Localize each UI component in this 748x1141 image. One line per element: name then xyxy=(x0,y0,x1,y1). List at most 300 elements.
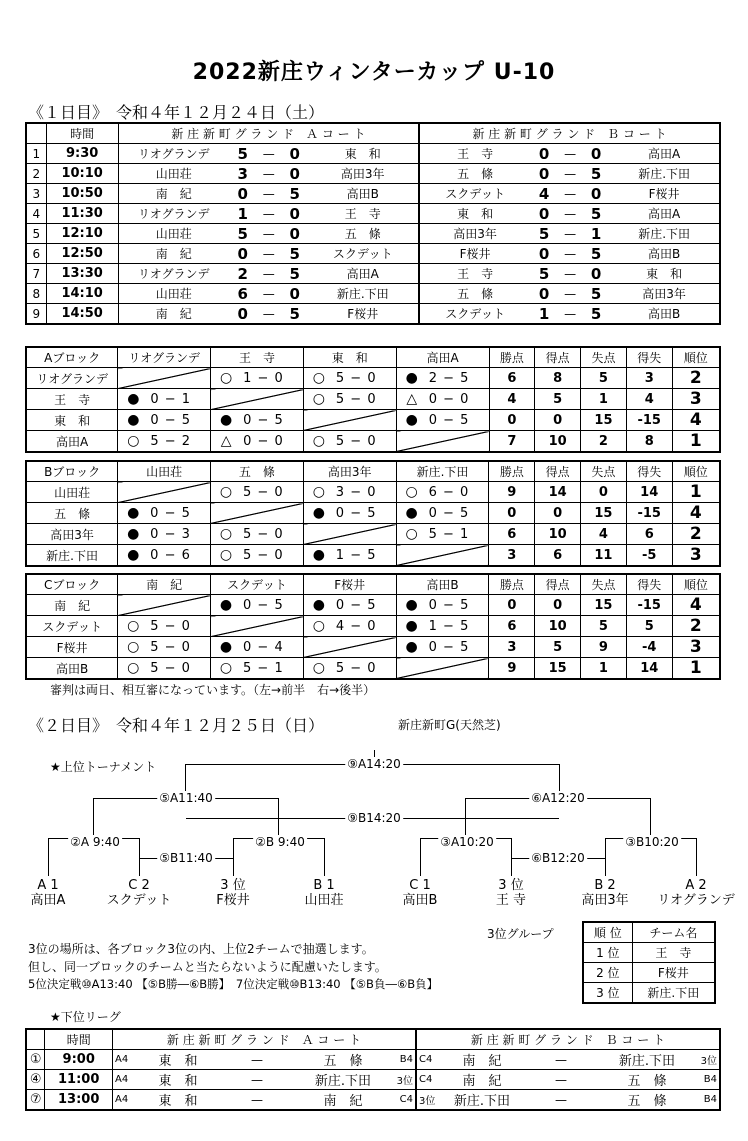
result-score: 6 − 0 xyxy=(428,485,470,500)
bracket-seed xyxy=(269,878,379,908)
stat-goals-for: 10 xyxy=(535,431,581,453)
block-col-team: スクデット xyxy=(211,574,304,595)
home-team: 五 條 xyxy=(457,167,494,181)
home-score: 5 xyxy=(538,264,550,283)
seed-team: スクデット xyxy=(106,893,172,908)
home-team: 高田3年 xyxy=(453,227,497,241)
result-score: 5 − 0 xyxy=(150,661,191,676)
away-team: 高田B xyxy=(346,187,379,201)
lower-match-time: 9:00 xyxy=(45,1050,113,1070)
stat-goals-against: 0 xyxy=(581,482,627,503)
block-row-team: 高田B xyxy=(26,658,118,680)
self-cell xyxy=(303,524,396,545)
court-a-header: 新 庄 新 町 グ ラ ン ド Ａ コ ー ト xyxy=(118,123,419,144)
result-mark: ○ xyxy=(219,526,233,542)
away-seed: B4 xyxy=(399,1054,413,1065)
away-team: 高田B xyxy=(647,307,681,321)
block-row xyxy=(26,410,720,431)
score-dash: — xyxy=(564,286,577,301)
day1-schedule-table xyxy=(25,122,721,325)
block-col-team: F桜井 xyxy=(303,574,396,595)
home-team: スクデット xyxy=(445,307,505,321)
home-team: 東 和 xyxy=(158,1094,198,1109)
lower-row xyxy=(26,1050,720,1070)
stat-header: 順位 xyxy=(672,574,720,595)
home-team: 山田荘 xyxy=(155,287,192,301)
stat-points: 0 xyxy=(489,410,535,431)
score-dash: — xyxy=(564,306,577,321)
stat-goals-for: 15 xyxy=(535,658,581,680)
result-mark: ○ xyxy=(405,526,418,542)
result-cell xyxy=(396,410,489,431)
result-score: 4 − 0 xyxy=(335,619,377,634)
result-cell xyxy=(303,545,396,567)
third-group-table xyxy=(582,921,716,1004)
col-no xyxy=(26,123,46,144)
away-score: 5 xyxy=(590,284,602,303)
stat-rank: 1 xyxy=(672,482,720,503)
seed-team: 山田荘 xyxy=(304,893,344,908)
match-time: 10:50 xyxy=(46,184,118,204)
result-mark: ● xyxy=(312,597,325,613)
result-score: 1 − 5 xyxy=(335,548,377,563)
home-team: リオグランデ xyxy=(137,147,210,161)
schedule-row xyxy=(26,284,720,304)
home-score: 0 xyxy=(538,204,550,223)
away-score: 0 xyxy=(289,144,300,163)
home-team: 王 寺 xyxy=(457,267,494,281)
stat-header: 得失 xyxy=(626,461,672,482)
court-b-match xyxy=(419,284,720,304)
block-table xyxy=(25,573,721,680)
match-no: 5 xyxy=(26,224,46,244)
stat-goals-for: 0 xyxy=(535,410,581,431)
home-seed: A4 xyxy=(114,1054,129,1065)
home-seed: C4 xyxy=(418,1054,433,1065)
result-mark: ○ xyxy=(127,660,140,676)
away-seed: C4 xyxy=(399,1094,413,1105)
block-col-team: 高田A xyxy=(396,347,489,368)
result-score: 0 − 5 xyxy=(428,413,470,428)
home-score: 1 xyxy=(538,304,550,323)
stat-goals-against: 2 xyxy=(581,431,627,453)
away-team: F桜井 xyxy=(347,307,379,321)
schedule-row xyxy=(26,304,720,325)
court-b-match xyxy=(419,164,720,184)
block-row xyxy=(26,658,720,680)
result-cell xyxy=(210,524,303,545)
block-table xyxy=(25,460,721,567)
stat-goals-against: 4 xyxy=(581,524,627,545)
result-score: 0 − 0 xyxy=(428,392,470,407)
block-row xyxy=(26,524,720,545)
self-cell xyxy=(118,368,211,389)
stat-rank: 4 xyxy=(672,503,720,524)
away-team: 高田A xyxy=(346,267,379,281)
home-score: 4 xyxy=(538,184,550,203)
stat-points: 9 xyxy=(489,658,535,680)
score-dash: — xyxy=(262,246,275,261)
stat-header: 順位 xyxy=(672,347,720,368)
result-cell xyxy=(210,545,303,567)
score-dash: — xyxy=(262,306,275,321)
stat-rank: 1 xyxy=(672,658,720,680)
court-a-match xyxy=(118,164,419,184)
home-team: 山田荘 xyxy=(155,167,192,181)
block-col-team: 東 和 xyxy=(303,347,396,368)
day2-venue: 新庄新町G(天然芝) xyxy=(398,718,501,732)
result-mark: △ xyxy=(406,391,418,407)
away-score: 5 xyxy=(289,184,300,203)
seed-label: C 2 xyxy=(128,878,150,893)
stat-goals-against: 15 xyxy=(581,595,627,616)
match-dash: — xyxy=(554,1052,567,1067)
court-a-match xyxy=(118,144,419,164)
day2-header: 《２日目》 令和４年１２月２５日（日） xyxy=(28,716,325,735)
stat-goal-diff: 14 xyxy=(626,658,672,680)
schedule-row xyxy=(26,244,720,264)
match-no: 1 xyxy=(26,144,46,164)
upper-tournament-label: ★上位トーナメント xyxy=(50,760,157,774)
block-row xyxy=(26,503,720,524)
stat-header: 失点 xyxy=(581,347,627,368)
home-team: 南 紀 xyxy=(155,187,192,201)
result-cell xyxy=(211,637,304,658)
result-cell xyxy=(118,410,211,431)
block-row-team: 山田荘 xyxy=(26,482,118,503)
away-team: 新庄.下田 xyxy=(638,227,691,241)
court-a-match xyxy=(118,184,419,204)
home-seed: A4 xyxy=(114,1074,129,1085)
court-b-match xyxy=(419,224,720,244)
stat-header: 勝点 xyxy=(489,461,535,482)
stat-goals-against: 5 xyxy=(581,616,627,637)
away-team: 南 紀 xyxy=(323,1094,363,1109)
schedule-row xyxy=(26,144,720,164)
result-mark: ● xyxy=(219,597,233,613)
stat-rank: 3 xyxy=(672,637,720,658)
home-score: 5 xyxy=(237,144,248,163)
seed-label: A 1 xyxy=(37,878,59,893)
block-row xyxy=(26,616,720,637)
home-score: 0 xyxy=(538,244,550,263)
home-team: 南 紀 xyxy=(462,1074,502,1089)
result-cell xyxy=(303,368,396,389)
stat-rank: 1 xyxy=(672,431,720,453)
result-score: 5 − 1 xyxy=(243,661,284,676)
stat-header: 得点 xyxy=(535,347,581,368)
stat-rank: 2 xyxy=(672,616,720,637)
result-cell xyxy=(118,431,211,453)
home-team: 南 紀 xyxy=(155,307,192,321)
result-cell xyxy=(303,482,396,503)
stat-rank: 4 xyxy=(672,595,720,616)
score-dash: — xyxy=(564,206,577,221)
match-dash: — xyxy=(554,1072,567,1087)
third-group-team: F桜井 xyxy=(632,963,715,983)
away-score: 5 xyxy=(289,264,300,283)
match-no: 7 xyxy=(26,264,46,284)
third-group-row xyxy=(583,943,715,963)
stat-goal-diff: -15 xyxy=(626,410,672,431)
result-score: 5 − 0 xyxy=(150,640,191,655)
result-mark: ● xyxy=(127,391,140,407)
stat-points: 6 xyxy=(489,524,535,545)
stat-goals-for: 14 xyxy=(535,482,581,503)
block-col-team: リオグランデ xyxy=(118,347,211,368)
result-mark: ○ xyxy=(127,433,140,449)
bracket-seed xyxy=(641,878,748,908)
result-cell xyxy=(396,524,489,545)
block-row xyxy=(26,545,720,567)
stat-goals-for: 10 xyxy=(535,524,581,545)
home-team: F桜井 xyxy=(459,247,491,261)
away-team: 高田3年 xyxy=(340,167,385,181)
result-score: 0 − 1 xyxy=(150,392,192,407)
away-seed: 3位 xyxy=(700,1056,717,1067)
result-cell xyxy=(211,368,304,389)
lower-league-label: ★下位リーグ xyxy=(50,1010,121,1024)
result-mark: ● xyxy=(220,412,233,428)
lower-league-table xyxy=(25,1028,721,1111)
third-group-rank: 3 位 xyxy=(583,983,632,1004)
score-dash: — xyxy=(564,186,577,201)
qf2-label: ②B 9:40 xyxy=(255,835,305,849)
block-row-team: 東 和 xyxy=(26,410,118,431)
stat-goals-against: 15 xyxy=(581,410,627,431)
result-mark: ○ xyxy=(405,484,418,500)
match-time: 9:30 xyxy=(46,144,118,164)
block-row xyxy=(26,482,720,503)
result-cell xyxy=(118,524,211,545)
lower-match-no: ⑦ xyxy=(26,1090,45,1111)
result-cell xyxy=(211,410,304,431)
score-dash: — xyxy=(262,186,275,201)
stat-header: 得失 xyxy=(626,574,672,595)
result-score: 2 − 5 xyxy=(428,371,470,386)
result-cell xyxy=(211,595,304,616)
score-dash: — xyxy=(262,286,275,301)
result-mark: ● xyxy=(405,370,418,386)
lower-match-time: 13:00 xyxy=(45,1090,113,1111)
away-team: 五 條 xyxy=(627,1074,667,1089)
col-time: 時間 xyxy=(46,123,118,144)
home-team: 南 紀 xyxy=(462,1054,502,1069)
home-seed: 3位 xyxy=(418,1096,436,1107)
stat-goal-diff: 3 xyxy=(626,368,672,389)
result-score: 0 − 5 xyxy=(428,640,470,655)
home-score: 1 xyxy=(237,204,248,223)
lower-court-a-match xyxy=(112,1090,416,1111)
stat-goal-diff: -4 xyxy=(626,637,672,658)
stat-header: 勝点 xyxy=(489,347,535,368)
referee-note: 審判は両日、相互審になっています。（左→前半 右→後半） xyxy=(50,683,376,697)
block-row xyxy=(26,637,720,658)
home-score: 2 xyxy=(237,264,248,283)
away-score: 0 xyxy=(289,224,300,243)
self-cell xyxy=(396,545,489,567)
stat-goal-diff: 4 xyxy=(626,389,672,410)
block-col-team: 王 寺 xyxy=(211,347,304,368)
result-score: 1 − 0 xyxy=(243,371,284,386)
away-team: 王 寺 xyxy=(344,207,381,221)
away-score: 0 xyxy=(289,284,300,303)
match-no: 9 xyxy=(26,304,46,325)
schedule-row xyxy=(26,184,720,204)
result-score: 0 − 3 xyxy=(150,527,191,542)
away-team: 高田3年 xyxy=(642,287,686,301)
away-score: 0 xyxy=(289,164,300,183)
result-mark: △ xyxy=(220,433,232,449)
away-team: 新庄.下田 xyxy=(618,1054,676,1069)
home-score: 0 xyxy=(237,244,248,263)
result-mark: ● xyxy=(405,412,418,428)
result-mark: ○ xyxy=(220,370,233,386)
home-team: 南 紀 xyxy=(155,247,192,261)
court-b-match xyxy=(419,304,720,325)
home-team: リオグランデ xyxy=(137,267,210,281)
seed-label: B 2 xyxy=(594,878,616,893)
stat-header: 得失 xyxy=(626,347,672,368)
schedule-row xyxy=(26,224,720,244)
result-score: 0 − 5 xyxy=(428,506,470,521)
match-time: 12:50 xyxy=(46,244,118,264)
result-cell xyxy=(118,503,211,524)
self-cell xyxy=(303,637,396,658)
away-team: スクデット xyxy=(332,247,393,261)
match-no: 4 xyxy=(26,204,46,224)
result-mark: ○ xyxy=(312,391,326,407)
note-2: 但し、同一ブロックのチームと当たらないように配慮いたします。 xyxy=(28,960,387,974)
match-no: 2 xyxy=(26,164,46,184)
result-cell xyxy=(303,595,396,616)
block-row xyxy=(26,595,720,616)
stat-goals-against: 5 xyxy=(581,368,627,389)
score-dash: — xyxy=(262,146,275,161)
lower-court-a-header: 新 庄 新 町 グ ラ ン ド Ａ コ ー ト xyxy=(112,1029,416,1050)
seed-team: F桜井 xyxy=(216,893,250,908)
lower-match-no: ① xyxy=(26,1050,45,1070)
result-score: 0 − 0 xyxy=(243,434,284,449)
lower-court-b-header: 新 庄 新 町 グ ラ ン ド Ｂ コ ー ト xyxy=(416,1029,720,1050)
home-team: 山田荘 xyxy=(155,227,192,241)
result-cell xyxy=(396,482,489,503)
block-row-team: 五 條 xyxy=(26,503,118,524)
result-mark: ● xyxy=(127,526,140,542)
result-score: 0 − 5 xyxy=(150,506,191,521)
lower-court-b-match xyxy=(416,1090,720,1111)
result-cell xyxy=(396,368,489,389)
stat-rank: 2 xyxy=(672,524,720,545)
away-team: 高田A xyxy=(648,147,681,161)
result-cell xyxy=(118,637,211,658)
away-score: 0 xyxy=(590,184,602,203)
result-score: 5 − 0 xyxy=(335,434,377,449)
home-team: 五 條 xyxy=(457,287,494,301)
stat-points: 0 xyxy=(489,503,535,524)
away-score: 5 xyxy=(590,244,602,263)
seed-team: リオグランデ xyxy=(657,893,735,908)
away-score: 5 xyxy=(590,204,602,223)
score-dash: — xyxy=(262,266,275,281)
result-cell xyxy=(303,389,396,410)
stat-header: 勝点 xyxy=(489,574,535,595)
stat-rank: 3 xyxy=(672,389,720,410)
stat-goals-for: 6 xyxy=(535,545,581,567)
court-a-match xyxy=(118,264,419,284)
away-score: 5 xyxy=(590,304,602,323)
match-dash: — xyxy=(250,1092,263,1107)
court-a-match xyxy=(118,284,419,304)
stat-points: 0 xyxy=(489,595,535,616)
playoff-note: 5位決定戦⑩A13:40 【⑤B勝―⑥B勝】 7位決定戦⑩B13:40 【⑤B負―⑥B負】 xyxy=(28,977,439,991)
result-mark: ○ xyxy=(312,660,325,676)
stat-rank: 2 xyxy=(672,368,720,389)
semi-right-label: ⑥A12:20 xyxy=(531,791,585,805)
day1-header: 《１日目》 令和４年１２月２４日（土） xyxy=(28,103,325,122)
semi-left-label: ⑤A11:40 xyxy=(159,791,213,805)
result-score: 5 − 0 xyxy=(335,661,377,676)
home-seed: C4 xyxy=(418,1074,433,1085)
result-score: 1 − 5 xyxy=(428,619,470,634)
home-team: 王 寺 xyxy=(457,147,494,161)
block-row xyxy=(26,389,720,410)
result-score: 0 − 5 xyxy=(243,413,284,428)
lower-match-no: ④ xyxy=(26,1070,45,1090)
seed-label: 3 位 xyxy=(220,878,246,893)
page-title: 2022新庄ウィンターカップ U-10 xyxy=(192,60,556,85)
away-team: 新庄.下田 xyxy=(638,167,691,181)
third-group-header xyxy=(583,922,715,943)
block-row-team: リオグランデ xyxy=(26,368,118,389)
result-cell xyxy=(303,616,396,637)
self-cell xyxy=(118,482,211,503)
away-team: 東 和 xyxy=(646,267,683,281)
block-col-team: 南 紀 xyxy=(118,574,211,595)
court-a-match xyxy=(118,244,419,264)
seed-label: 3 位 xyxy=(498,878,524,893)
result-score: 0 − 5 xyxy=(335,506,377,521)
seed-team: 高田3年 xyxy=(581,893,629,908)
match-dash: — xyxy=(250,1052,263,1067)
result-mark: ● xyxy=(405,618,418,634)
home-team: 新庄.下田 xyxy=(453,1094,511,1109)
result-mark: ○ xyxy=(127,639,140,655)
match-no: 3 xyxy=(26,184,46,204)
match-time: 14:50 xyxy=(46,304,118,325)
cons-left-label: ⑤B11:40 xyxy=(159,851,213,865)
away-seed: B4 xyxy=(703,1074,717,1085)
result-score: 3 − 0 xyxy=(335,485,377,500)
self-cell xyxy=(211,616,304,637)
court-a-match xyxy=(118,224,419,244)
away-score: 0 xyxy=(590,264,602,283)
third-group-team: 新庄.下田 xyxy=(632,983,715,1004)
stat-goals-for: 0 xyxy=(535,503,581,524)
result-cell xyxy=(396,616,489,637)
result-cell xyxy=(210,482,303,503)
court-b-match xyxy=(419,204,720,224)
stat-points: 6 xyxy=(489,616,535,637)
away-team: 東 和 xyxy=(344,147,381,161)
result-mark: ○ xyxy=(219,660,233,676)
away-score: 5 xyxy=(289,304,300,323)
result-mark: ○ xyxy=(127,618,140,634)
home-score: 3 xyxy=(237,164,248,183)
match-time: 10:10 xyxy=(46,164,118,184)
third-place-label: ⑨B14:20 xyxy=(347,811,401,825)
result-mark: ○ xyxy=(312,433,326,449)
